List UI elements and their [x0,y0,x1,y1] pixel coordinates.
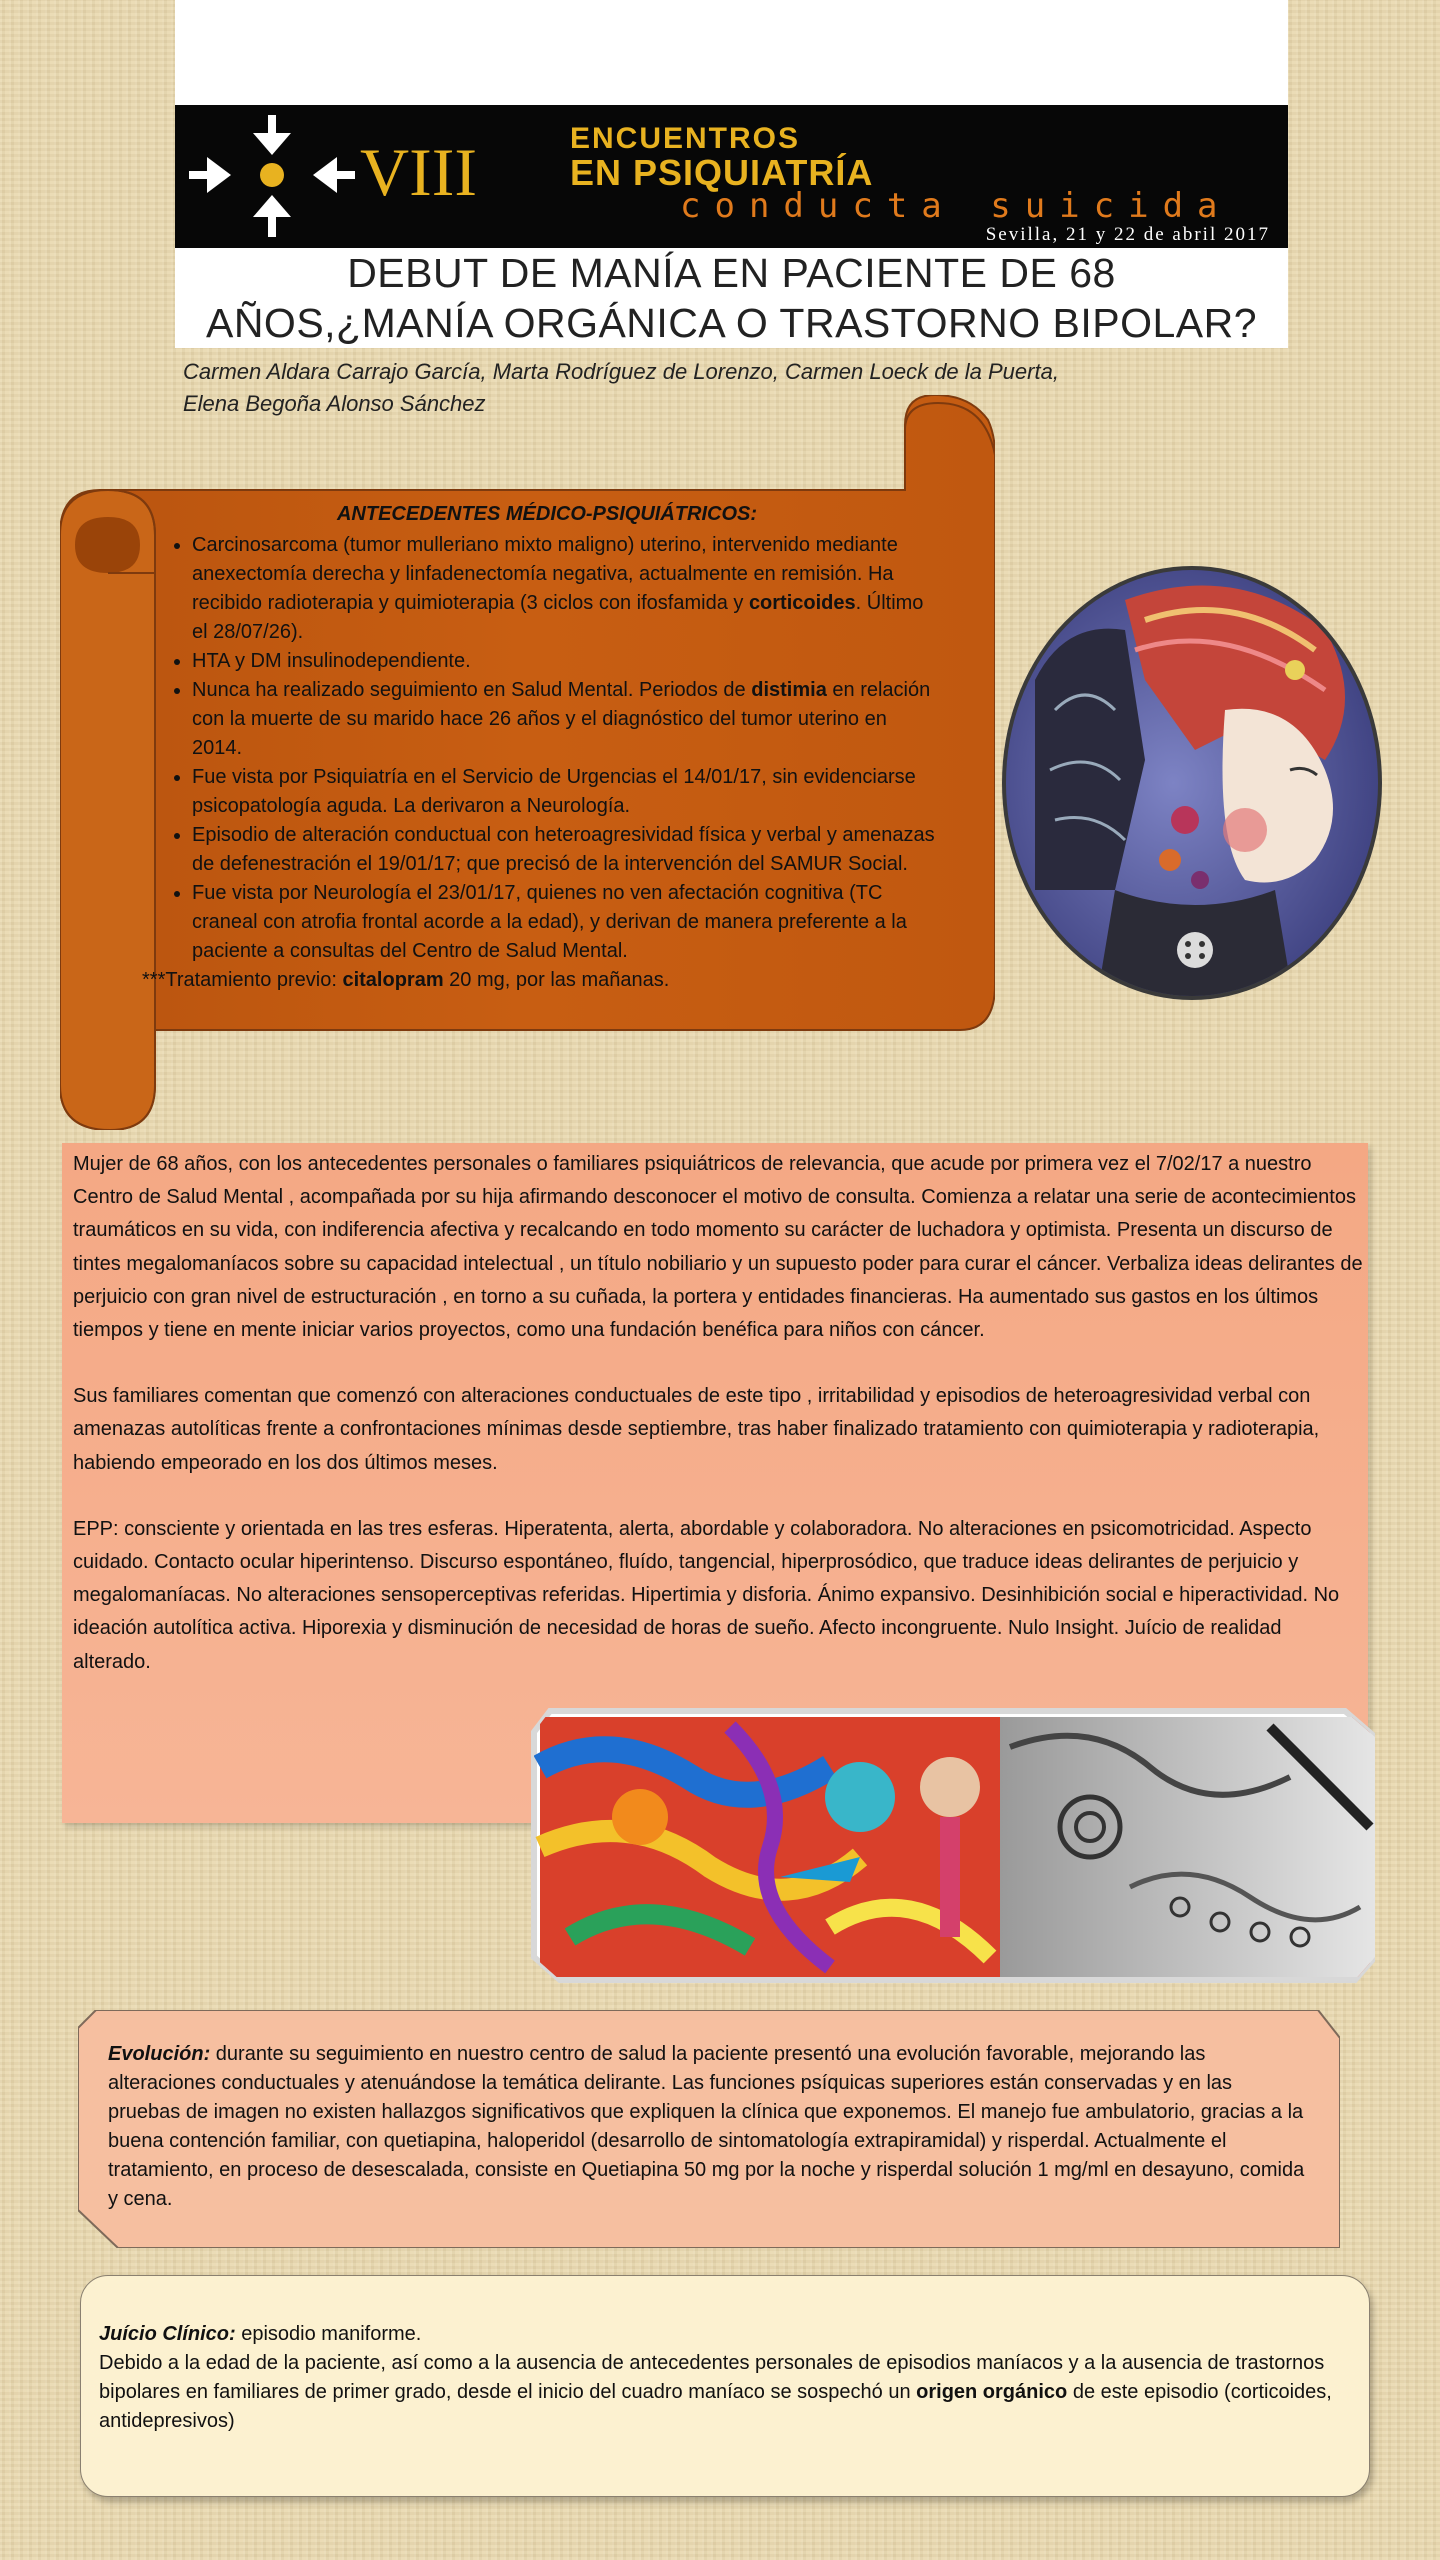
juicio-label: Juício Clínico: [99,2323,236,2345]
juicio-text-a: Debido a la edad de la paciente, así como a la ausencia de antecedentes personales de episodios maníacos y a la ausencia de trastornos bipolares en familiares de primer grado, desde el inicio del cuadro maníaco se sospechó un [99,2352,1325,2403]
case-paragraph-2: Sus familiares comentan que comenzó con alteraciones conductuales de este tipo , irritabilidad y episodios de heteroagresividad verbal con amenazas autolíticas frente a confrontaciones mínimas desde septiembre, tras haber finalizado tratamiento con quimioterapia y radioterapia, habiendo empeorado en los dos últimos meses. [73,1385,1320,1474]
list-item [192,676,942,763]
case-text [73,1148,1363,1679]
evolucion-label: Evolución: [108,2043,211,2065]
list-item [192,879,942,966]
note-bold: citalopram [342,969,444,991]
title-line-2: AÑOS,¿MANÍA ORGÁNICA O TRASTORNO BIPOLAR? [205,300,1258,346]
list-item [192,647,942,676]
item-text: HTA y DM insulinodependiente. [192,650,471,672]
banner-line2: EN PSIQUIATRÍA [570,152,874,193]
item-text: Fue vista por Neurología el 23/01/17, quienes no ven afectación cognitiva (TC craneal con atrofia frontal acorde a la edad), y derivan de manera preferente a la paciente a consultas del Centro de Salud Mental. [192,882,907,962]
juicio-diagnosis: episodio maniforme. [235,2323,422,2345]
poster-title [175,248,1288,348]
evolucion-text [108,2040,1308,2214]
banner-line1: ENCUENTROS [570,122,801,155]
header-white-strip [175,0,1288,105]
antecedentes-heading: ANTECEDENTES MÉDICO-PSIQUIÁTRICOS: [336,503,758,525]
juicio-paragraph [99,2349,1349,2436]
banner-subtitle: conducta suicida [680,186,1232,226]
authors-line-1: Carmen Aldara Carrajo García, Marta Rodríguez de Lorenzo, Carmen Loeck de la Puerta, [183,359,1059,384]
conference-logo-icon [175,105,1288,248]
item-text: . Último el 28/07/26). [192,592,924,643]
case-paragraph-1: Mujer de 68 años, con los antecedentes personales o familiares psiquiátricos de relevancia, que acude por primera vez el 7/02/17 a nuestro Centro de Salud Mental , acompañada por su hija afirmando desconocer el motivo de consulta. Comienza a relatar una serie de acontecimientos traumáticos en su vida, con indiferencia afectiva y recalcando en todo momento su carácter de luchadora y optimista. Presenta un discurso de tintes megalomaníacos sobre su capacidad intelectual , un título nobiliario y un supuesto poder para curar el cáncer. Verbaliza ideas delirantes de perjuicio con gran nivel de estructuración , en torno a su cuñada, la portera y entidades financieras. Ha aumentado sus gastos en los últimos tiempos y tiene en mente iniciar varios proyectos, como una fundación benéfica para niños con cáncer. [73,1153,1363,1342]
artwork-illustration [530,1707,1375,1984]
juicio-text-b: de este episodio (corticoides, antidepresivos) [99,2381,1332,2432]
treatment-note [142,966,942,995]
item-text: Episodio de alteración conductual con heteroagresividad física y verbal y amenazas de defenestración el 19/01/17; que precisó de la intervención del SAMUR Social. [192,824,935,875]
banner-numeral: VIII [360,134,478,210]
item-text: Nunca ha realizado seguimiento en Salud Mental. Periodos de [192,679,752,701]
antecedentes-section [142,500,942,995]
juicio-text [99,2320,1349,2436]
item-text: Carcinosarcoma (tumor mulleriano mixto maligno) uterino, intervenido mediante anexectomía derecha y linfadenectomía negativa, actualmente en remisión. Ha recibido radioterapia y quimioterapia (3 ciclos con ifosfamida y [192,534,898,614]
list-item [192,821,942,879]
item-bold: distimia [751,679,827,701]
title-line-1: DEBUT DE MANÍA EN PACIENTE DE 68 [347,250,1116,296]
portrait-illustration [995,560,1395,1010]
banner-place-date: Sevilla, 21 y 22 de abril 2017 [985,224,1270,245]
item-bold: corticoides [748,592,856,614]
juicio-line-1 [99,2320,1349,2349]
evolucion-body: durante su seguimiento en nuestro centro de salud la paciente presentó una evolución favorable, mejorando las alteraciones conductuales y atenuándose la temática delirante. Las funciones psíquicas superiores están conservadas y en las pruebas de imagen no existen hallazgos significativos que expliquen la clínica que exponemos. El manejo fue ambulatorio, gracias a la buena contención familiar, con quetiapina, haloperidol (desarrollo de sintomatología extrapiramidal) y risperdal. Actualmente el tratamiento, en proceso de desescalada, consiste en Quetiapina 50 mg por la noche y risperdal solución 1 mg/ml en desayuno, comida y cena. [108,2043,1305,2210]
juicio-clinico-box [80,2275,1370,2497]
list-item [192,531,942,647]
case-paragraph-3: EPP: consciente y orientada en las tres esferas. Hiperatenta, alerta, abordable y colaboradora. No alteraciones en psicomotricidad. Aspecto cuidado. Contacto ocular hiperintenso. Discurso espontáneo, fluído, tangencial, hiperprosódico, que traduce ideas delirantes de perjuicio y megalomaníacas. No alteraciones sensoperceptivas referidas. Hipertimia y disforia. Ánimo expansivo. Desinhibición social e hiperactividad. No ideación autolítica activa. Hiporexia y disminución de necesidad de horas de sueño. Afecto incongruente. Nulo Insight. Juício de realidad alterado. [73,1517,1340,1673]
conference-banner [175,105,1288,248]
juicio-bold: origen orgánico [916,2381,1068,2403]
antecedentes-list [152,531,942,966]
list-item [192,763,942,821]
note-prefix: ***Tratamiento previo: [142,969,343,991]
authors-line-2: Elena Begoña Alonso Sánchez [183,391,486,416]
item-text: Fue vista por Psiquiatría en el Servicio de Urgencias el 14/01/17, sin evidenciarse psicopatología aguda. La derivaron a Neurología. [192,766,916,817]
note-suffix: 20 mg, por las mañanas. [443,969,670,991]
item-text: en relación con la muerte de su marido hace 26 años y el diagnóstico del tumor uterino en 2014. [192,679,931,759]
